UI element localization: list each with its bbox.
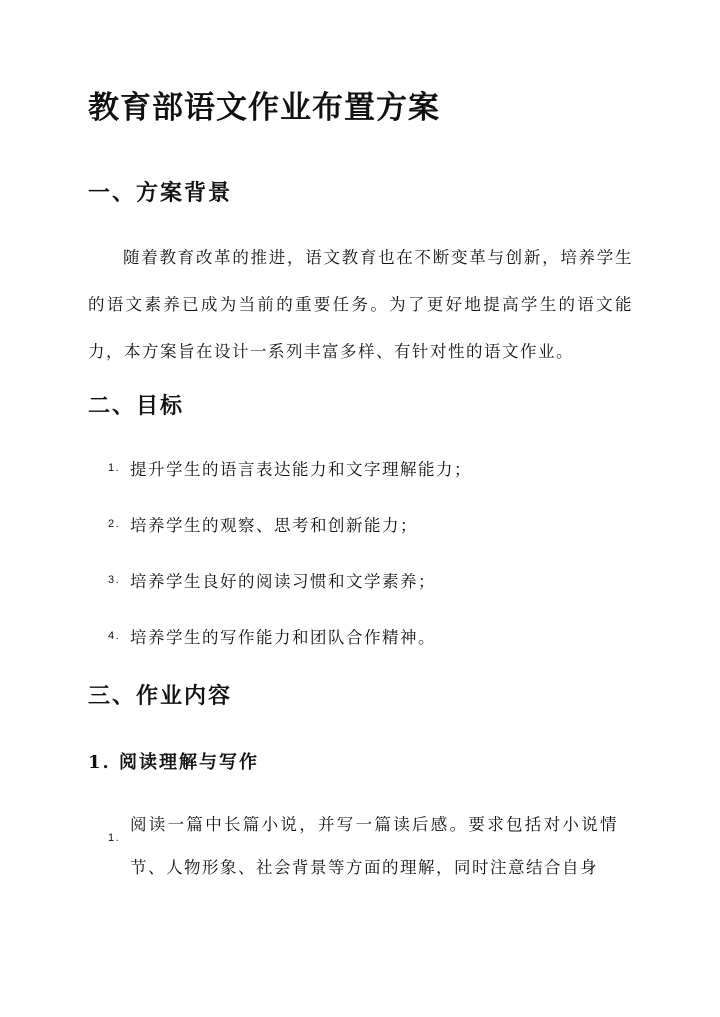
task-text: 阅读一篇中长篇小说，并写一篇读后感。要求包括对小说情节、人物形象、社会背景等方面的理解，同时注意结合自身	[130, 815, 618, 877]
goal-number: 2.	[108, 518, 121, 530]
goal-text: 培养学生的写作能力和团队合作精神。	[130, 628, 436, 647]
section-heading-background: 一、方案背景	[88, 180, 233, 206]
goal-item-1	[108, 456, 472, 480]
goal-text: 培养学生的观察、思考和创新能力；	[130, 516, 418, 535]
goal-item-4	[108, 624, 436, 648]
goal-text: 提升学生的语言表达能力和文字理解能力；	[130, 460, 472, 479]
section-heading-content: 三、作业内容	[88, 683, 233, 709]
task-number: 1.	[108, 832, 121, 844]
goal-number: 3.	[108, 574, 121, 586]
goal-item-3	[108, 568, 436, 592]
goal-number: 4.	[108, 630, 121, 642]
section-heading-goals: 二、目标	[88, 393, 185, 419]
document-title: 教育部语文作业布置方案	[88, 90, 440, 126]
background-paragraph: 随着教育改革的推进，语文教育也在不断变革与创新，培养学生的语文素养已成为当前的重要任务。为了更好地提高学生的语文能力，本方案旨在设计一系列丰富多样、有针对性的语文作业。	[88, 248, 633, 361]
subsection-heading-reading: 1. 阅读理解与写作	[88, 752, 260, 773]
goal-text: 培养学生良好的阅读习惯和文学素养；	[130, 572, 436, 591]
goal-item-2	[108, 512, 418, 536]
goal-number: 1.	[108, 462, 121, 474]
task-item-1	[108, 803, 618, 889]
